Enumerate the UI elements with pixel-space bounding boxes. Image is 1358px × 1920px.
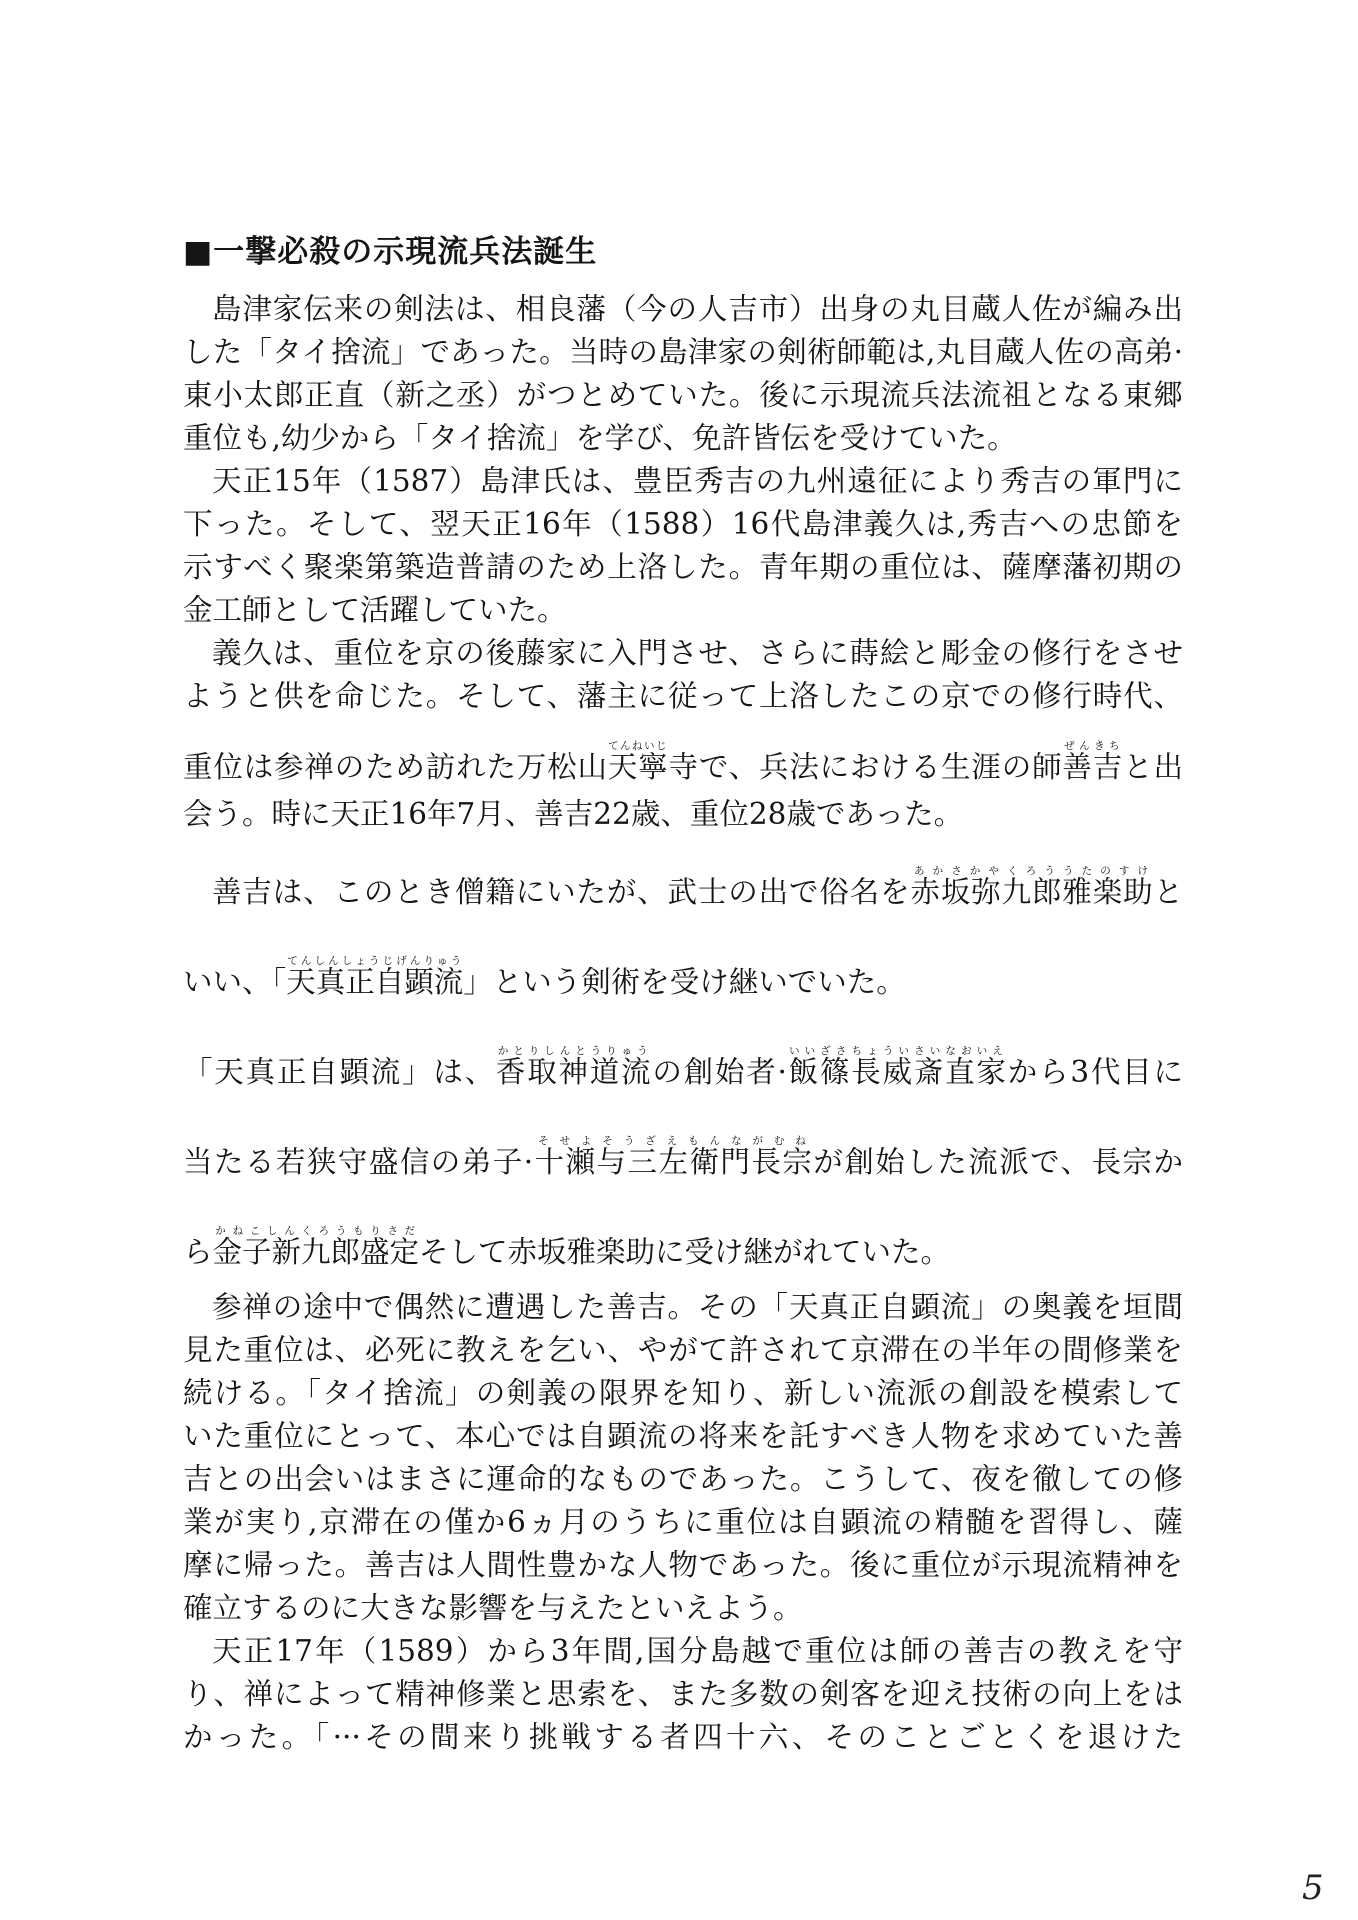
ruby-term	[607, 740, 669, 784]
ruby-term	[533, 1135, 814, 1179]
text-line: 天正15年（1587）島津氏は、豊臣秀吉の九州遠征により秀吉の軍門に	[212, 464, 1183, 498]
page-number: 5	[1302, 1868, 1324, 1908]
text-segment: ら	[183, 1235, 213, 1269]
text-line: 業が実り,京滞在の僅か6ヵ月のうちに重位は自顕流の精髄を習得し、薩	[183, 1505, 1183, 1539]
text-line: 下った。そして、翌天正16年（1588）16代島津義久は,秀吉への忠節を	[183, 507, 1183, 541]
ruby-base: 飯篠長威斎直家	[786, 1055, 1008, 1089]
text-line: 示すべく聚楽第築造普請のため上洛した。青年期の重位は、薩摩藩初期の	[183, 550, 1183, 584]
text-line: 重位も,幼少から「タイ捨流」を学び、免許皆伝を受けていた。	[183, 421, 1017, 455]
text-line: 天正17年（1589）から3年間,国分島越で重位は師の善吉の教えを守	[212, 1634, 1183, 1668]
text-line: 義久は、重位を京の後藤家に入門させ、さらに蒔絵と彫金の修行をさせ	[212, 636, 1183, 670]
text-segment: 寺で、兵法における生涯の師	[668, 750, 1063, 784]
text-segment: 善吉は、このとき僧籍にいたが、武士の出で俗名を	[212, 875, 911, 909]
ruby-base: 十瀬与三左衛門長宗	[533, 1145, 814, 1179]
text-segment: と出	[1123, 750, 1183, 784]
text-line: り、禅によって精神修業と思索を、また多数の剣客を迎え技術の向上をは	[183, 1677, 1183, 1711]
text-line: いた重位にとって、本心では自顕流の将来を託すべき人物を求めていた善	[183, 1419, 1183, 1453]
text-segment: 当たる若狭守盛信の弟子·	[183, 1145, 534, 1179]
ruby-base: 天真正自顕流	[286, 965, 464, 999]
text-line: 見た重位は、必死に教えを乞い、やがて許されて京滞在の半年の間修業を	[183, 1333, 1183, 1367]
ruby-term	[1062, 740, 1124, 784]
text-segment: が創始した流派で、長宗か	[813, 1145, 1183, 1179]
text-line-with-ruby	[212, 865, 1183, 911]
text-line: 会う。時に天正16年7月、善吉22歳、重位28歳であった。	[183, 797, 964, 831]
ruby-reading: ぜんきち	[1062, 740, 1123, 752]
section-heading: ■一撃必殺の示現流兵法誕生	[183, 234, 598, 270]
text-line-with-ruby	[183, 1225, 1183, 1271]
text-line: ようと供を命じた。そして、藩主に従って上洛したこの京での修行時代、	[183, 679, 1183, 713]
ruby-term	[910, 865, 1154, 909]
ruby-reading: かねこしんくろうもりさだ	[212, 1225, 420, 1237]
text-segment: そして赤坂雅楽助に受け継がれていた。	[419, 1235, 951, 1269]
text-line: かった。「···その間来り挑戦する者四十六、そのことごとくを退けた	[183, 1720, 1183, 1754]
ruby-base: 香取神道流	[495, 1055, 653, 1089]
text-line: した「タイ捨流」であった。当時の島津家の剣術師範は,丸目蔵人佐の高弟·	[183, 335, 1183, 369]
ruby-reading: てんねいじ	[607, 740, 668, 752]
text-segment: 重位は参禅のため訪れた万松山	[183, 750, 608, 784]
text-segment: いい、「	[183, 965, 287, 999]
ruby-term	[495, 1045, 653, 1089]
ruby-reading: そせよそうざえもんながむね	[533, 1135, 812, 1147]
text-line: 続ける。「タイ捨流」の剣義の限界を知り、新しい流派の創設を模索して	[183, 1376, 1183, 1410]
text-line: 島津家伝来の剣法は、相良藩（今の人吉市）出身の丸目蔵人佐が編み出	[212, 292, 1183, 326]
ruby-base: 善吉	[1062, 750, 1124, 784]
text-line-with-ruby	[183, 740, 1183, 786]
text-segment: の創始者·	[652, 1055, 787, 1089]
text-line: 東小太郎正直（新之丞）がつとめていた。後に示現流兵法流祖となる東郷	[183, 378, 1183, 412]
text-line: 吉との出会いはまさに運命的なものであった。こうして、夜を徹しての修	[183, 1462, 1183, 1496]
ruby-term	[786, 1045, 1008, 1089]
text-segment: から3代目に	[1007, 1055, 1183, 1089]
text-segment: と	[1153, 875, 1183, 909]
text-segment: 」という剣術を受け継いでいた。	[463, 965, 906, 999]
text-line-with-ruby	[183, 1135, 1183, 1181]
ruby-base: 天寧	[607, 750, 669, 784]
text-segment: 「天真正自顕流」は、	[183, 1055, 496, 1089]
ruby-term	[212, 1225, 420, 1269]
text-line: 確立するのに大きな影響を与えたといえよう。	[183, 1591, 803, 1625]
text-line-with-ruby	[183, 955, 1183, 1001]
ruby-base: 金子新九郎盛定	[212, 1235, 420, 1269]
ruby-reading: いいざさちょういさいなおいえ	[786, 1045, 1006, 1057]
text-line: 参禅の途中で偶然に遭遇した善吉。その「天真正自顕流」の奥義を垣間	[212, 1290, 1183, 1324]
text-line: 金工師として活躍していた。	[183, 593, 567, 627]
ruby-base: 赤坂弥九郎雅楽助	[910, 875, 1154, 909]
text-line: 摩に帰った。善吉は人間性豊かな人物であった。後に重位が示現流精神を	[183, 1548, 1183, 1582]
ruby-reading: てんしんしょうじげんりゅう	[286, 955, 464, 967]
text-line-with-ruby	[183, 1045, 1183, 1091]
ruby-reading: あかさかやくろううたのすけ	[910, 865, 1153, 877]
ruby-term	[286, 955, 464, 999]
ruby-reading: かとりしんとうりゅう	[495, 1045, 651, 1057]
